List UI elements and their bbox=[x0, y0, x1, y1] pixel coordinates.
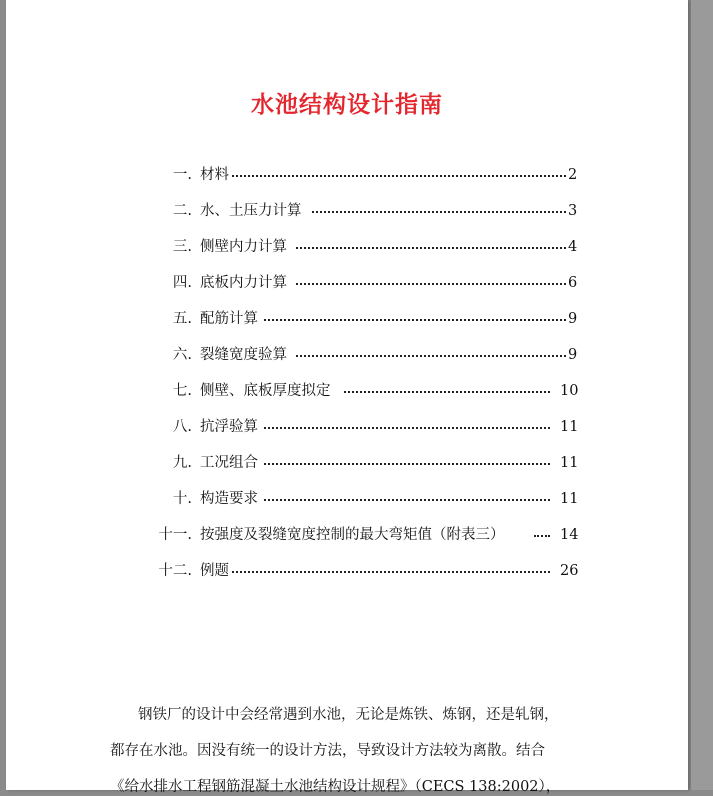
toc-entry-number: 九. bbox=[172, 455, 192, 471]
toc-entry-title: 例题 bbox=[200, 563, 229, 579]
toc-entry-page: 9 bbox=[568, 311, 578, 327]
body-paragraph-line: 都存在水池。因没有统一的设计方法，导致设计方法较为离散。结合 bbox=[110, 743, 545, 759]
toc-entry-title: 构造要求 bbox=[200, 491, 258, 507]
document-page bbox=[6, 0, 688, 795]
toc-entry-title: 材料 bbox=[200, 167, 229, 183]
toc-entry[interactable] bbox=[6, 560, 688, 582]
body-paragraph-line: 钢铁厂的设计中会经常遇到水池，无论是炼铁、炼钢，还是轧钢， bbox=[138, 707, 559, 723]
toc-entry[interactable] bbox=[6, 380, 688, 402]
toc-entry-page: 11 bbox=[560, 491, 579, 507]
toc-entry-title: 侧壁、底板厚度拟定 bbox=[200, 383, 331, 399]
toc-entry-title: 工况组合 bbox=[200, 455, 258, 471]
toc-entry[interactable] bbox=[6, 308, 688, 330]
toc-entry-number: 十二. bbox=[158, 563, 192, 579]
toc-leader bbox=[264, 308, 566, 330]
toc-entry[interactable] bbox=[6, 488, 688, 510]
toc-entry-page: 6 bbox=[568, 275, 578, 291]
toc-entry-number: 二. bbox=[172, 203, 192, 219]
toc-entry-page: 10 bbox=[560, 383, 579, 399]
toc-entry[interactable] bbox=[6, 200, 688, 222]
toc-entry-title: 按强度及裂缝宽度控制的最大弯矩值（附表三） bbox=[200, 527, 505, 543]
vertical-scrollbar[interactable] bbox=[691, 0, 713, 790]
toc-entry-title: 侧壁内力计算 bbox=[200, 239, 287, 255]
toc-entry[interactable] bbox=[6, 344, 688, 366]
body-paragraph-line: 《给水排水工程钢筋混凝土水池结构设计规程》（CECS 138:2002）， bbox=[110, 779, 561, 795]
toc-entry[interactable] bbox=[6, 236, 688, 258]
toc-entry-page: 11 bbox=[560, 419, 579, 435]
toc-entry-number: 四. bbox=[172, 275, 192, 291]
toc-entry-number: 八. bbox=[172, 419, 192, 435]
toc-leader bbox=[296, 344, 566, 366]
toc-entry-page: 9 bbox=[568, 347, 578, 363]
toc-leader bbox=[534, 524, 550, 546]
toc-entry-number: 三. bbox=[172, 239, 192, 255]
toc-entry-title: 配筋计算 bbox=[200, 311, 258, 327]
toc-leader bbox=[232, 164, 566, 186]
toc-entry-page: 3 bbox=[568, 203, 578, 219]
toc-entry-number: 七. bbox=[172, 383, 192, 399]
toc-entry-page: 2 bbox=[568, 167, 578, 183]
document-title: 水池结构设计指南 bbox=[251, 92, 443, 118]
toc-entry-page: 11 bbox=[560, 455, 579, 471]
toc-entry[interactable] bbox=[6, 272, 688, 294]
toc-leader bbox=[344, 380, 550, 402]
toc-entry-number: 六. bbox=[172, 347, 192, 363]
toc-entry-page: 26 bbox=[560, 563, 579, 579]
toc-entry-title: 裂缝宽度验算 bbox=[200, 347, 287, 363]
toc-leader bbox=[312, 200, 566, 222]
toc-entry-number: 十. bbox=[172, 491, 192, 507]
toc-entry-title: 水、土压力计算 bbox=[200, 203, 302, 219]
toc-entry-number: 一. bbox=[172, 167, 192, 183]
toc-entry[interactable] bbox=[6, 164, 688, 186]
toc-entry[interactable] bbox=[6, 452, 688, 474]
toc-leader bbox=[232, 560, 550, 582]
toc-leader bbox=[296, 272, 566, 294]
toc-leader bbox=[264, 488, 550, 510]
toc-leader bbox=[264, 452, 550, 474]
toc-entry-title: 抗浮验算 bbox=[200, 419, 258, 435]
toc-entry-page: 4 bbox=[568, 239, 578, 255]
toc-entry[interactable] bbox=[6, 416, 688, 438]
toc-entry-page: 14 bbox=[560, 527, 579, 543]
toc-entry-number: 五. bbox=[172, 311, 192, 327]
toc-leader bbox=[296, 236, 566, 258]
toc-leader bbox=[264, 416, 550, 438]
toc-entry-number: 十一. bbox=[158, 527, 192, 543]
toc-entry-title: 底板内力计算 bbox=[200, 275, 287, 291]
toc-entry[interactable] bbox=[6, 524, 688, 546]
